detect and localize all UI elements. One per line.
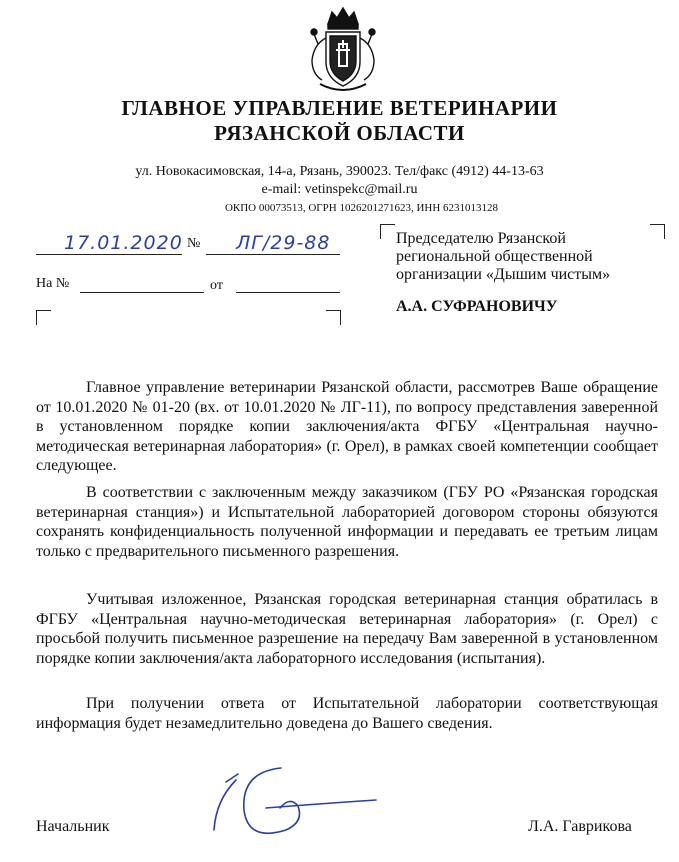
coat-of-arms-icon [306, 4, 380, 96]
signature-icon [186, 760, 386, 850]
email-line: e-mail: vetinspekc@mail.ru [261, 182, 418, 197]
reference-date-underline [236, 292, 340, 293]
subject-corner-right [326, 310, 341, 325]
body-paragraph-2: В соответствии с заключенным между заказчиком (ГБУ РО «Рязанская городская ветеринарная станция») и Испытательной лабораторией договором стороны обязуются сохранять конфиденциальность полученной информации и передавать ее третьим лицам только с предварительного письменного разрешения. [36, 484, 658, 560]
organization-title-line2: РЯЗАНСКОЙ ОБЛАСТИ [214, 121, 465, 145]
recipient-corner-left [380, 224, 395, 239]
signer-name: Л.А. Гаврикова [528, 818, 632, 835]
recipient-line2: региональной общественной [396, 248, 593, 265]
body-paragraph-1: Главное управление ветеринарии Рязанской области, рассмотрев Ваше обращение от 10.01.2020 № 01-20 (вх. от 10.01.2020 № ЛГ-11), по вопросу представления заверенной в установленном порядке копии заключения/акта ФГБУ «Центральная научно-методическая ветеринарная лаборатория» (г. Орел), в рамках своей компетенции сообщает следующее. [36, 379, 658, 474]
address-line: ул. Новокасимовская, 14-а, Рязань, 390023. Тел/факс (4912) 44-13-63 [135, 164, 544, 179]
reference-date-label: от [210, 278, 223, 293]
recipient-name: А.А. СУФРАНОВИЧУ [396, 298, 558, 315]
reference-number-underline [80, 292, 204, 293]
body-paragraph-4: При получении ответа от Испытательной лаборатории соответствующая информация будет незамедлительно доведена до Вашего сведения. [36, 695, 658, 732]
outgoing-number: ЛГ/29-88 [236, 232, 331, 254]
number-underline [206, 254, 340, 255]
date-underline [36, 254, 182, 255]
organization-title-line1: ГЛАВНОЕ УПРАВЛЕНИЕ ВЕТЕРИНАРИИ [121, 96, 558, 120]
body-paragraph-3: Учитывая изложенное, Рязанская городская ветеринарная станция обратилась в ФГБУ «Центральная научно-методическая ветеринарная лаборатория» (г. Орел) с просьбой получить письменное разрешение на передачу Вам заверенной в установленном порядке копии заключения/акта лабораторного исследования (испытания). [36, 591, 658, 667]
recipient-block [396, 230, 656, 284]
recipient-line3: организации «Дышим чистым» [396, 266, 611, 283]
recipient-line1: Председателю Рязанской [396, 230, 566, 247]
number-label: № [187, 236, 201, 251]
outgoing-date: 17.01.2020 [64, 232, 183, 254]
subject-corner-left [36, 310, 51, 325]
signer-position: Начальник [36, 818, 110, 835]
registration-ids: ОКПО 00073513, ОГРН 1026201271623, ИНН 6231013128 [224, 202, 499, 214]
reference-number-label: На № [36, 276, 70, 291]
